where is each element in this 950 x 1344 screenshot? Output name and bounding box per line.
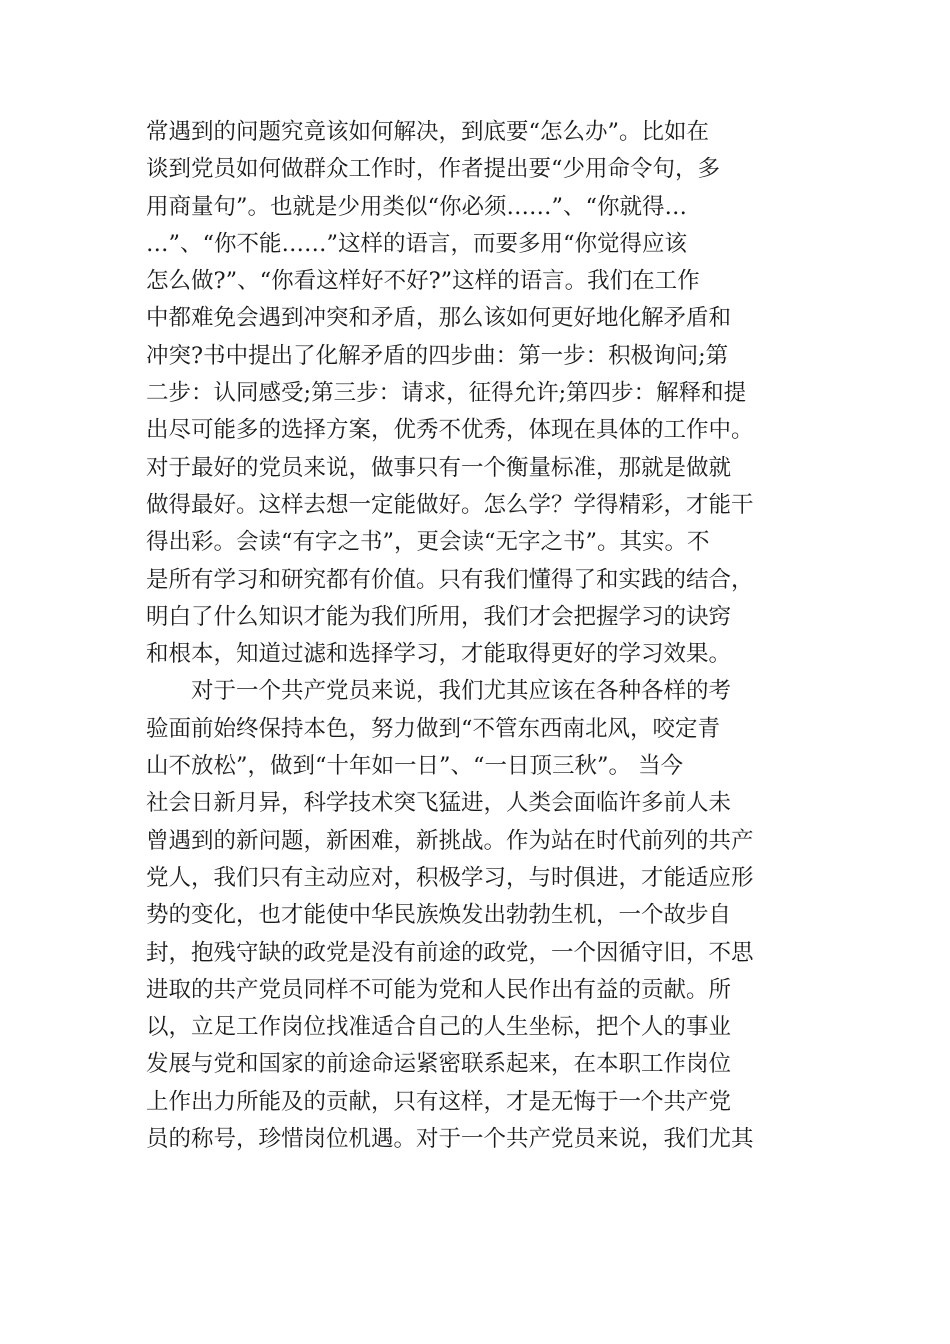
- text-line-2: 谈到党员如何做群众工作时，作者提出要“少用命令句，多: [146, 156, 721, 183]
- text-line-6: 中都难免会遇到冲突和矛盾，那么该如何更好地化解矛盾和: [146, 305, 732, 332]
- text-line-17: 验面前始终保持本色，努力做到“不管东西南北风，咬定青: [146, 715, 721, 742]
- text-line-23: 封，抱残守缺的政党是没有前途的政党，一个因循守旧，不思: [146, 939, 754, 966]
- text-line-25: 以，立足工作岗位找准适合自己的人生坐标，把个人的事业: [146, 1014, 732, 1041]
- text-line-27: 上作出力所能及的贡献，只有这样，才是无悔于一个共产党: [146, 1088, 732, 1115]
- text-line-9: 出尽可能多的选择方案，优秀不优秀，体现在具体的工作中。: [146, 417, 754, 444]
- text-line-21: 党人，我们只有主动应对，积极学习，与时俱进，才能适应形: [146, 864, 754, 891]
- text-line-1: 常遇到的问题究竟该如何解决，到底要“怎么办”。比如在: [146, 119, 710, 145]
- text-line-14: 明白了什么知识才能为我们所用，我们才会把握学习的诀窍: [146, 603, 732, 630]
- body-text: [146, 114, 806, 1158]
- text-line-13: 是所有学习和研究都有价值。只有我们懂得了和实践的结合，: [146, 566, 754, 593]
- text-line-20: 曾遇到的新问题，新困难，新挑战。作为站在时代前列的共产: [146, 827, 754, 854]
- text-line-10: 对于最好的党员来说，做事只有一个衡量标准，那就是做就: [146, 454, 732, 481]
- text-line-28: 员的称号，珍惜岗位机遇。对于一个共产党员来说，我们尤其: [146, 1126, 754, 1153]
- text-line-16: 对于一个共产党员来说，我们尤其应该在各种各样的考: [146, 678, 732, 705]
- text-line-3: 用商量句”。也就是少用类似“你必须……”、“你就得…: [146, 193, 688, 220]
- text-line-11: 做得最好。这样去想一定能做好。怎么学？学得精彩，才能干: [146, 491, 754, 518]
- text-line-24: 进取的共产党员同样不可能为党和人民作出有益的贡献。所: [146, 976, 732, 1003]
- text-line-4: …”、“你不能……”这样的语言，而要多用“你觉得应该: [146, 230, 688, 257]
- text-line-7: 冲突?书中提出了化解矛盾的四步曲：第一步：积极询问;第: [146, 342, 729, 369]
- text-line-18: 山不放松”，做到“十年如一日”、“一日顶三秋”。 当今: [146, 753, 684, 780]
- text-line-12: 得出彩。会读“有字之书”，更会读“无字之书”。其实。不: [146, 529, 710, 556]
- text-line-5: 怎么做?”、“你看这样好不好?”这样的语言。我们在工作: [146, 268, 700, 295]
- text-line-19: 社会日新月异，科学技术突飞猛进，人类会面临许多前人未: [146, 790, 732, 817]
- text-line-26: 发展与党和国家的前途命运紧密联系起来，在本职工作岗位: [146, 1051, 732, 1078]
- text-line-8: 二步：认同感受;第三步：请求，征得允许;第四步：解释和提: [146, 380, 747, 407]
- text-line-15: 和根本，知道过滤和选择学习，才能取得更好的学习效果。: [146, 641, 732, 668]
- text-line-22: 势的变化，也才能使中华民族焕发出勃勃生机，一个故步自: [146, 902, 732, 929]
